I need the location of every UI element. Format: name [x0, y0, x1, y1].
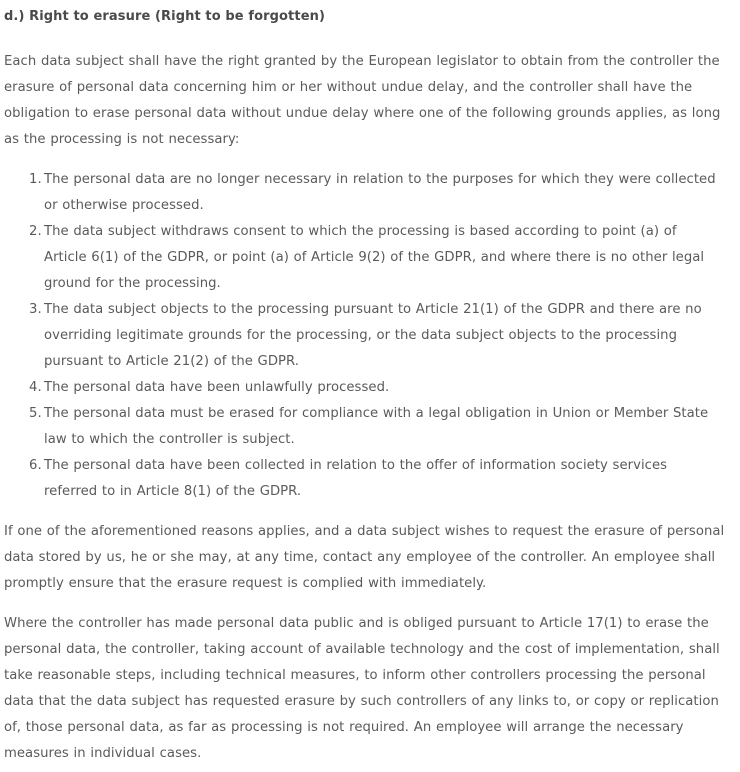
list-item-number: 2.	[29, 224, 42, 239]
list-item-text: The personal data must be erased for compliance with a legal obligation in Union or Member State law to which the controller is subject.	[44, 406, 709, 447]
list-item-text: The data subject objects to the processing pursuant to Article 21(1) of the GDPR and there are no overriding legitimate grounds for the processing, or the data subject objects to the processing pursuant to Article 21(2) of the GDPR.	[44, 302, 702, 369]
section-heading: d.) Right to erasure (Right to be forgotten)	[4, 9, 326, 24]
list-item	[0, 167, 740, 219]
list-item-number: 1.	[29, 172, 42, 187]
erasure-grounds-list	[0, 167, 740, 505]
list-item-text: The data subject withdraws consent to which the processing is based according to point (a) of Article 6(1) of the GDPR, or point (a) of Article 9(2) of the GDPR, and where there is no other legal ground for the processing.	[44, 224, 705, 291]
list-item	[0, 375, 740, 401]
public-data-paragraph: Where the controller has made personal data public and is obliged pursuant to Article 17(1) to erase the personal data, the controller, taking account of available technology and the cost of implementation, shall take reasonable steps, including technical measures, to inform other controllers processing the personal data that the data subject has requested erasure by such controllers of any links to, or copy or replication of, those personal data, as far as processing is not required. An employee will arrange the necessary measures in individual cases.	[4, 616, 720, 761]
list-item-number: 6.	[29, 458, 42, 473]
list-item-text: The personal data have been unlawfully processed.	[44, 380, 390, 395]
request-paragraph: If one of the aforementioned reasons applies, and a data subject wishes to request the erasure of personal data stored by us, he or she may, at any time, contact any employee of the controller. An employee shall promptly ensure that the erasure request is complied with immediately.	[4, 524, 725, 591]
intro-paragraph: Each data subject shall have the right granted by the European legislator to obtain from the controller the erasure of personal data concerning him or her without undue delay, and the controller shall have the obligation to erase personal data without undue delay where one of the following grounds applies, as long as the processing is not necessary:	[4, 54, 721, 147]
list-item-text: The personal data are no longer necessary in relation to the purposes for which they were collected or otherwise processed.	[44, 172, 716, 213]
list-item	[0, 453, 740, 505]
list-item	[0, 401, 740, 453]
list-item	[0, 219, 740, 297]
list-item-number: 5.	[29, 406, 42, 421]
list-item-text: The personal data have been collected in relation to the offer of information society services referred to in Article 8(1) of the GDPR.	[44, 458, 668, 499]
list-item-number: 4.	[29, 380, 42, 395]
list-item	[0, 297, 740, 375]
list-item-number: 3.	[29, 302, 42, 317]
